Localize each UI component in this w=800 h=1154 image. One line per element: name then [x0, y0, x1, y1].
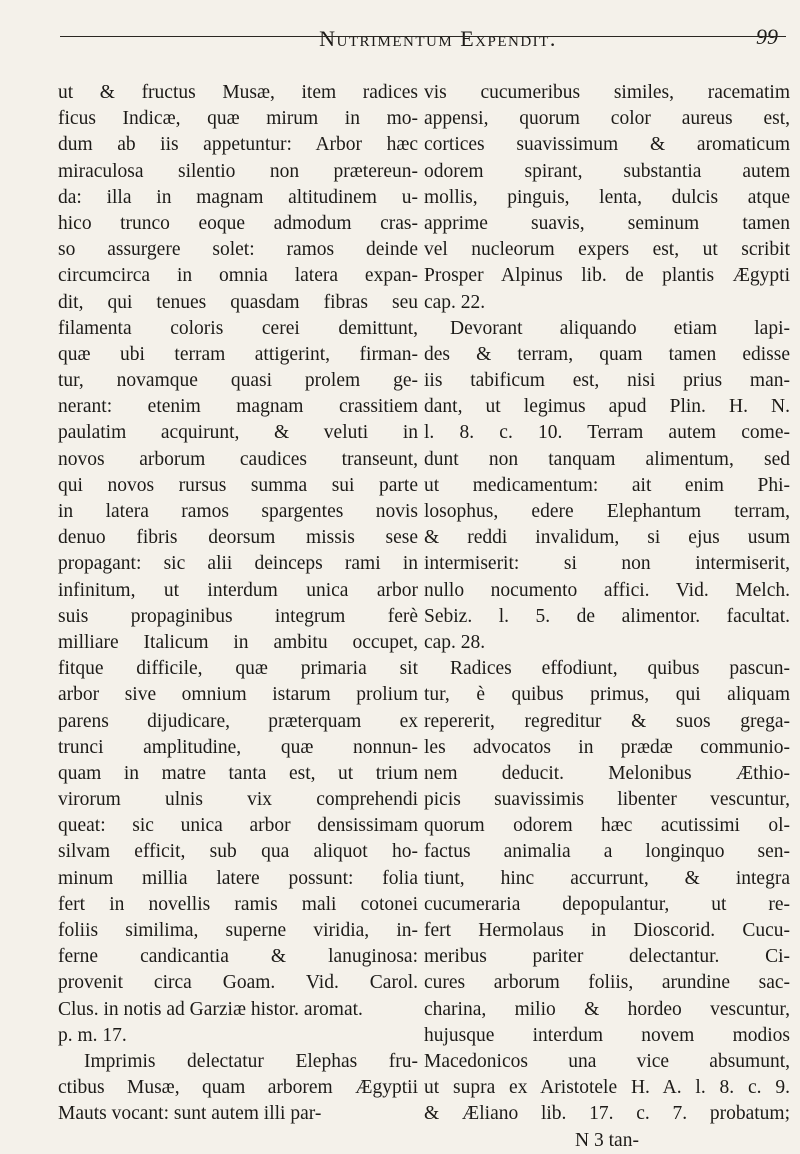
text-line: N 3 tan- — [575, 1129, 639, 1151]
text-line: circumcirca in omnia latera expan- — [58, 265, 418, 287]
text-line: nerant: etenim magnam crassitiem — [58, 396, 418, 418]
text-line: miraculosa silentio non prætereun- — [58, 160, 418, 182]
text-line: & Æliano lib. 17. c. 7. probatum; — [424, 1103, 790, 1125]
text-line: virorum ulnis vix comprehendi — [58, 789, 418, 811]
text-line: fitque difficile, quæ primaria sit — [58, 658, 418, 680]
text-line: cap. 22. — [424, 291, 486, 313]
text-line: provenit circa Goam. Vid. Carol. — [58, 972, 418, 994]
text-line: queat: sic unica arbor densissimam — [58, 815, 418, 837]
text-line: novos arborum caudices transeunt, — [58, 448, 418, 470]
text-line: Prosper Alpinus lib. de plantis Ægypti — [424, 265, 790, 287]
text-line: des & terram, quam tamen edisse — [424, 343, 790, 365]
text-line: propagant: sic alii deinceps rami in — [58, 553, 418, 575]
text-line: meribus pariter delectantur. Ci- — [424, 946, 790, 968]
text-line: trunci amplitudine, quæ nonnun- — [58, 736, 418, 758]
text-line: tur, è quibus primus, qui aliquam — [424, 684, 790, 706]
text-line: infinitum, ut interdum unica arbor — [58, 579, 418, 601]
right-column — [424, 80, 790, 1154]
text-line: nullo nocumento affici. Vid. Melch. — [424, 579, 790, 601]
text-line: qui novos rursus summa sui parte — [58, 474, 418, 496]
text-line: foliis similima, superne viridia, in- — [58, 920, 418, 941]
text-line: silvam efficit, sub qua aliquot ho- — [58, 841, 418, 863]
text-line: cap. 28. — [424, 631, 486, 653]
text-line: appensi, quorum color aureus est, — [424, 108, 790, 130]
text-line: parens dijudicare, præterquam ex — [58, 710, 418, 732]
text-line: hico trunco eoque admodum cras- — [58, 212, 418, 234]
text-line: ctibus Musæ, quam arborem Ægyptii — [58, 1077, 418, 1099]
text-line: vel nucleorum expers est, ut scribit — [424, 239, 790, 261]
text-line: losophus, edere Elephantum terram, — [424, 501, 790, 522]
text-line: in latera ramos spargentes novis — [58, 501, 418, 522]
text-line: intermiserit: si non intermiserit, — [424, 553, 790, 575]
text-line: da: illa in magnam altitudinem u- — [58, 186, 418, 208]
text-line: quæ ubi terram attigerint, firman- — [58, 343, 418, 365]
text-line: charina, milio & hordeo vescuntur, — [424, 998, 790, 1020]
text-line: nem deducit. Melonibus Æthio- — [424, 762, 790, 784]
text-line: odorem spirant, substantia autem — [424, 160, 790, 182]
text-line: so assurgere solet: ramos deinde — [58, 239, 418, 261]
text-line: dunt non tanquam alimentum, sed — [424, 448, 790, 470]
text-line: dant, ut legimus apud Plin. H. N. — [424, 396, 790, 418]
text-line: l. 8. c. 10. Terram autem come- — [424, 422, 790, 444]
text-line: Sebiz. l. 5. de alimentor. facultat. — [424, 605, 790, 627]
text-line: milliare Italicum in ambitu occupet, — [58, 631, 418, 653]
page-number: 99 — [756, 24, 778, 49]
text-line: quorum odorem hæc acutissimi ol- — [424, 815, 790, 837]
text-line: Macedonicos una vice absumunt, — [424, 1050, 790, 1072]
text-line: tur, novamque quasi prolem ge- — [58, 370, 418, 392]
text-line: ut medicamentum: ait enim Phi- — [424, 474, 790, 496]
text-line: Clus. in notis ad Garziæ histor. aromat. — [58, 998, 363, 1020]
running-head: Nutrimentum Expendit. — [319, 26, 557, 51]
text-line: paulatim acquirunt, & veluti in — [58, 422, 418, 444]
text-line: ut & fructus Musæ, item radices — [58, 82, 418, 103]
text-line: ut supra ex Aristotele H. A. l. 8. c. 9. — [424, 1077, 790, 1099]
left-column — [58, 80, 418, 1128]
text-line: filamenta coloris cerei demittunt, — [58, 317, 418, 339]
text-line: vis cucumeribus similes, racematim — [424, 82, 790, 103]
text-line: tiunt, hinc accurrunt, & integra — [424, 867, 790, 889]
text-line: fert Hermolaus in Dioscorid. Cucu- — [424, 920, 790, 941]
text-line: Radices effodiunt, quibus pascun- — [450, 658, 790, 680]
text-line: Devorant aliquando etiam lapi- — [450, 317, 790, 339]
text-line: arbor sive omnium istarum prolium — [58, 684, 418, 706]
text-line: picis suavissimis libenter vescuntur, — [424, 789, 790, 811]
text-line: fert in novellis ramis mali cotonei — [58, 893, 418, 915]
text-line: repererit, regreditur & suos grega- — [424, 710, 790, 732]
text-line: dum ab iis appetuntur: Arbor hæc — [58, 134, 418, 156]
text-line: factus animalia a longinquo sen- — [424, 841, 790, 863]
header-rule — [60, 36, 786, 37]
text-line: p. m. 17. — [58, 1024, 127, 1046]
text-line: mollis, pinguis, lenta, dulcis atque — [424, 186, 790, 208]
text-line: cortices suavissimum & aromaticum — [424, 134, 790, 156]
text-line: apprime suavis, seminum tamen — [424, 212, 790, 234]
text-line: suis propaginibus integrum ferè — [58, 605, 418, 627]
page-header — [60, 20, 786, 76]
text-line: quam in matre tanta est, ut trium — [58, 762, 418, 784]
text-line: & reddi invalidum, si ejus usum — [424, 527, 790, 549]
text-line: hujusque interdum novem modios — [424, 1024, 790, 1046]
text-line: Mauts vocant: sunt autem illi par- — [58, 1103, 322, 1125]
text-line: denuo fibris deorsum missis sese — [58, 527, 418, 549]
text-line: ferne candicantia & lanuginosa: — [58, 946, 418, 968]
text-line: iis tabificum est, nisi prius man- — [424, 370, 790, 392]
text-line: ficus Indicæ, quæ mirum in mo- — [58, 108, 418, 130]
text-line: Imprimis delectatur Elephas fru- — [84, 1050, 418, 1072]
text-line: cucumeraria depopulantur, ut re- — [424, 893, 790, 915]
text-line: minum millia latere possunt: folia — [58, 867, 418, 889]
text-line: les advocatos in prædæ communio- — [424, 736, 790, 758]
text-line: dit, qui tenues quasdam fibras seu — [58, 291, 418, 313]
text-line: cures arborum foliis, arundine sac- — [424, 972, 790, 994]
